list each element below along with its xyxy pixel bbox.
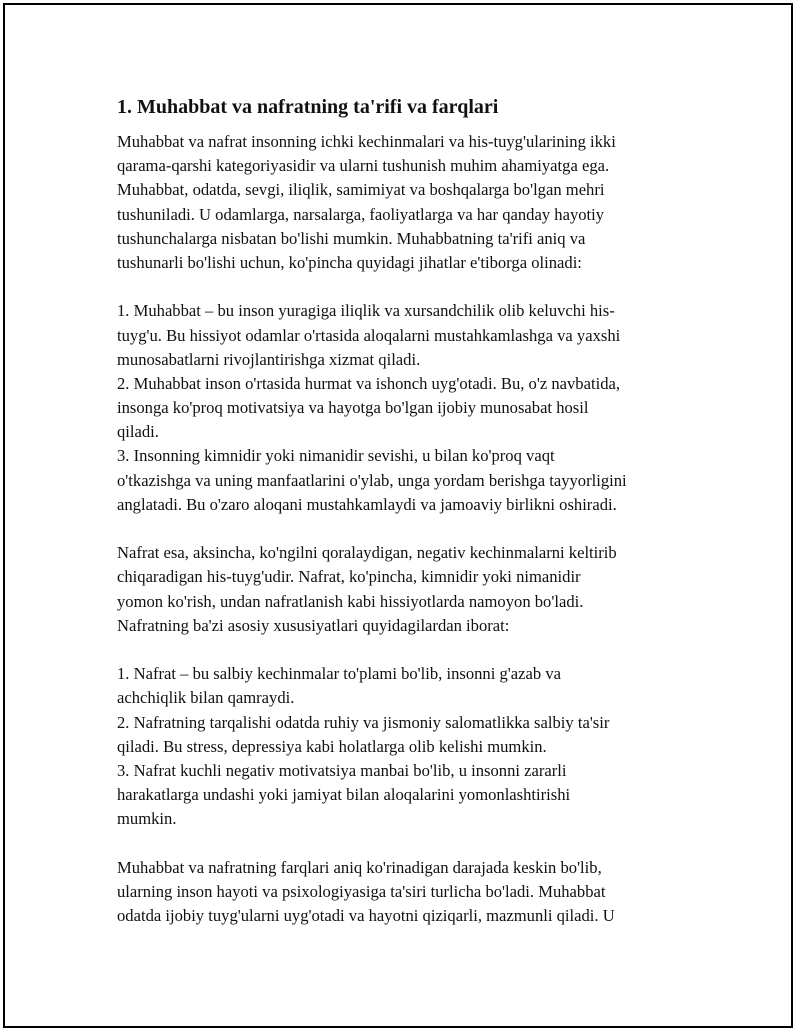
paragraph xyxy=(117,541,687,638)
text-line: qiladi. Bu stress, depressiya kabi holatlarga olib kelishi mumkin. xyxy=(117,736,547,756)
text-line: mumkin. xyxy=(117,809,177,829)
text-line: 2. Muhabbat inson o'rtasida hurmat va ishonch uyg'otadi. Bu, o'z navbatida, xyxy=(117,373,620,393)
text-line: qiladi. xyxy=(117,422,159,442)
text-line: anglatadi. Bu o'zaro aloqani mustahkamlaydi va jamoaviy birlikni oshiradi. xyxy=(117,494,617,514)
text-line: 3. Insonning kimnidir yoki nimanidir sevishi, u bilan ko'proq vaqt xyxy=(117,446,555,466)
paragraph xyxy=(117,130,687,275)
text-line: 1. Nafrat – bu salbiy kechinmalar to'plami bo'lib, insonni g'azab va xyxy=(117,664,561,684)
text-line: Muhabbat, odatda, sevgi, iliqlik, samimiyat va boshqalarga bo'lgan mehri xyxy=(117,180,605,200)
text-line: Muhabbat va nafratning farqlari aniq ko'rinadigan darajada keskin bo'lib, xyxy=(117,857,602,877)
text-line: yomon ko'rish, undan nafratlanish kabi hissiyotlarda namoyon bo'ladi. xyxy=(117,591,584,611)
paragraph xyxy=(117,299,687,517)
text-line: qarama-qarshi kategoriyasidir va ularni tushunish muhim ahamiyatga ega. xyxy=(117,156,610,176)
text-line: insonga ko'proq motivatsiya va hayotga bo'lgan ijobiy munosabat hosil xyxy=(117,398,589,418)
text-line: Nafratning ba'zi asosiy xususiyatlari quyidagilardan iborat: xyxy=(117,615,510,635)
paragraph-gap xyxy=(117,831,687,855)
text-line: munosabatlarni rivojlantirishga xizmat qiladi. xyxy=(117,349,421,369)
paragraph xyxy=(117,856,687,929)
document-paragraphs xyxy=(117,130,687,928)
section-title: 1. Muhabbat va nafratning ta'rifi va farqlari xyxy=(117,96,499,118)
text-line: harakatlarga undashi yoki jamiyat bilan aloqalarini yomonlashtirishi xyxy=(117,785,571,805)
paragraph-gap xyxy=(117,517,687,541)
text-line: 3. Nafrat kuchli negativ motivatsiya manbai bo'lib, u insonni zararli xyxy=(117,760,567,780)
text-line: tushunarli bo'lishi uchun, ko'pincha quyidagi jihatlar e'tiborga olinadi: xyxy=(117,252,582,272)
text-line: 1. Muhabbat – bu inson yuragiga iliqlik va xursandchilik olib keluvchi his- xyxy=(117,301,615,321)
text-line: odatda ijobiy tuyg'ularni uyg'otadi va hayotni qiziqarli, mazmunli qiladi. U xyxy=(117,906,615,925)
text-line: achchiqlik bilan qamraydi. xyxy=(117,688,295,708)
text-line: Nafrat esa, aksincha, ko'ngilni qoralaydigan, negativ kechinmalarni keltirib xyxy=(117,543,617,563)
text-line: o'tkazishga va uning manfaatlarini o'ylab, unga yordam berishga tayyorligini xyxy=(117,470,627,490)
paragraph-gap xyxy=(117,638,687,662)
paragraph-gap xyxy=(117,275,687,299)
text-line: Muhabbat va nafrat insonning ichki kechinmalari va his-tuyg'ularining ikki xyxy=(117,132,616,151)
text-line: ularning inson hayoti va psixologiyasiga ta'siri turlicha bo'ladi. Muhabbat xyxy=(117,881,606,901)
text-line: tuyg'u. Bu hissiyot odamlar o'rtasida aloqalarni mustahkamlashga va yaxshi xyxy=(117,325,621,345)
text-line: 2. Nafratning tarqalishi odatda ruhiy va jismoniy salomatlikka salbiy ta'sir xyxy=(117,712,610,732)
document-body xyxy=(117,94,687,928)
paragraph xyxy=(117,662,687,831)
text-line: chiqaradigan his-tuyg'udir. Nafrat, ko'pincha, kimnidir yoki nimanidir xyxy=(117,567,581,587)
text-line: tushunchalarga nisbatan bo'lishi mumkin. Muhabbatning ta'rifi aniq va xyxy=(117,228,586,248)
text-line: tushuniladi. U odamlarga, narsalarga, faoliyatlarga va har qanday hayotiy xyxy=(117,204,605,224)
